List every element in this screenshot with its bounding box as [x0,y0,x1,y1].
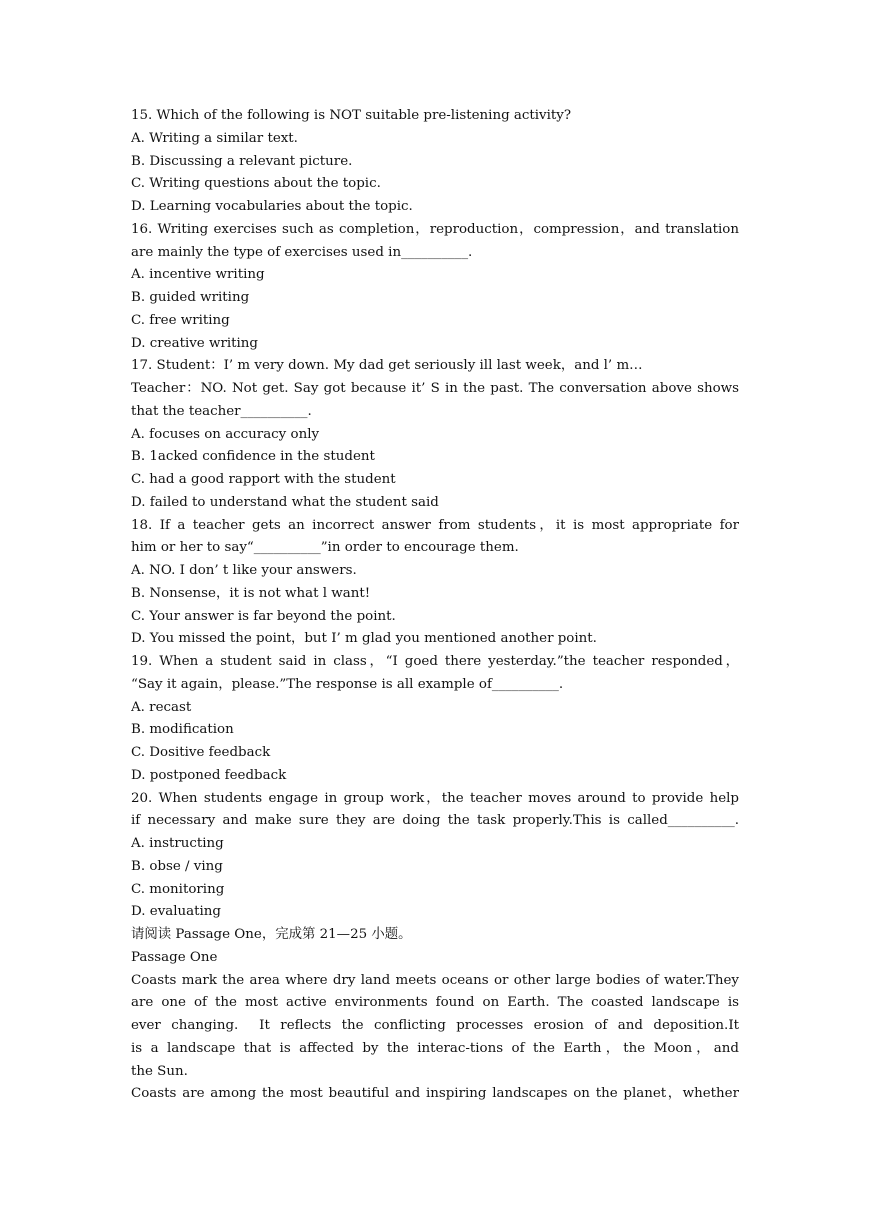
question-18-option-a: A. NO. I don’ t like your answers. [131,563,357,578]
question-20-option-d: D. evaluating [131,904,221,920]
passage-paragraph-1-line-2: are one of the most active environments found on Earth. The coasted landscape is [131,995,739,1011]
question-16-option-b: B. guided writing [131,290,250,305]
question-16-option-c: C. free writing [131,312,230,328]
question-15-option-d: D. Learning vocabularies about the topic. [131,199,413,214]
passage-paragraph-1-line-4: is a landscape that is affected by the interac-tions of the Earth，the Moon，and [131,1040,739,1056]
question-16-option-d: D. creative writing [131,335,258,351]
question-18-option-d: D. You missed the point，but I’ m glad you mentioned another point. [131,631,597,647]
question-17-option-a: A. focuses on accuracy only [131,426,320,442]
question-17-stem-line-3: that the teacher__________. [131,403,312,419]
question-19-option-b: B. modification [131,722,234,738]
passage-instruction: 请阅读 Passage One，完成第 21—25 小题。 [131,927,412,942]
question-19-option-a: A. recast [131,699,192,715]
passage-title: Passage One [131,949,218,965]
question-15-stem: 15. Which of the following is NOT suitable pre-listening activity? [131,108,572,123]
question-16-stem-line-2: are mainly the type of exercises used in__________. [131,244,473,260]
question-18-stem-line-1: 18. If a teacher gets an incorrect answer from students，it is most appropriate for [131,517,739,533]
passage-paragraph-2-line-1: Coasts are among the most beautiful and inspiring landscapes on the planet，whether [131,1086,739,1102]
question-15-option-a: A. Writing a similar text. [131,130,298,146]
question-17-option-b: B. 1acked confidence in the student [131,449,375,465]
question-18-stem-line-2: him or her to say“__________”in order to encourage them. [131,540,519,556]
question-18-option-b: B. Nonsense，it is not what l want! [131,585,371,601]
passage-paragraph-1-line-1: Coasts mark the area where dry land meets oceans or other large bodies of water.They [131,972,739,988]
question-17-stem-line-2: Teacher：NO. Not get. Say got because it’ S in the past. The conversation above shows [131,381,739,396]
question-19-option-d: D. postponed feedback [131,767,287,783]
question-20-option-c: C. monitoring [131,881,225,897]
question-17-stem-line-1: 17. Student：I’ m very down. My dad get seriously ill last week，and l’ m… [131,358,643,374]
question-18-option-c: C. Your answer is far beyond the point. [131,608,396,624]
question-20-stem-line-2: if necessary and make sure they are doing the task properly.This is called__________. [131,813,739,829]
passage-paragraph-1-line-5: the Sun. [131,1063,188,1079]
question-15-option-b: B. Discussing a relevant picture. [131,153,353,169]
question-20-stem-line-1: 20. When students engage in group work，the teacher moves around to provide help [131,790,739,806]
question-17-option-c: C. had a good rapport with the student [131,472,396,487]
question-15-option-c: C. Writing questions about the topic. [131,176,381,192]
question-20-option-a: A. instructing [131,836,224,851]
question-16-stem-line-1: 16. Writing exercises such as completion，reproduction，compression，and translation [131,221,739,237]
question-17-option-d: D. failed to understand what the student said [131,494,439,510]
question-19-option-c: C. Dositive feedback [131,745,271,760]
document-page [131,105,739,1106]
question-20-option-b: B. obse / ving [131,858,223,874]
question-16-option-a: A. incentive writing [131,267,265,283]
question-19-stem-line-2: “Say it again，please.”The response is all example of__________. [131,676,564,692]
passage-paragraph-1-line-3: ever changing. It reflects the conflicting processes erosion of and deposition.It [131,1018,739,1033]
question-19-stem-line-1: 19. When a student said in class，“I goed there yesterday.”the teacher responded， [131,654,739,669]
